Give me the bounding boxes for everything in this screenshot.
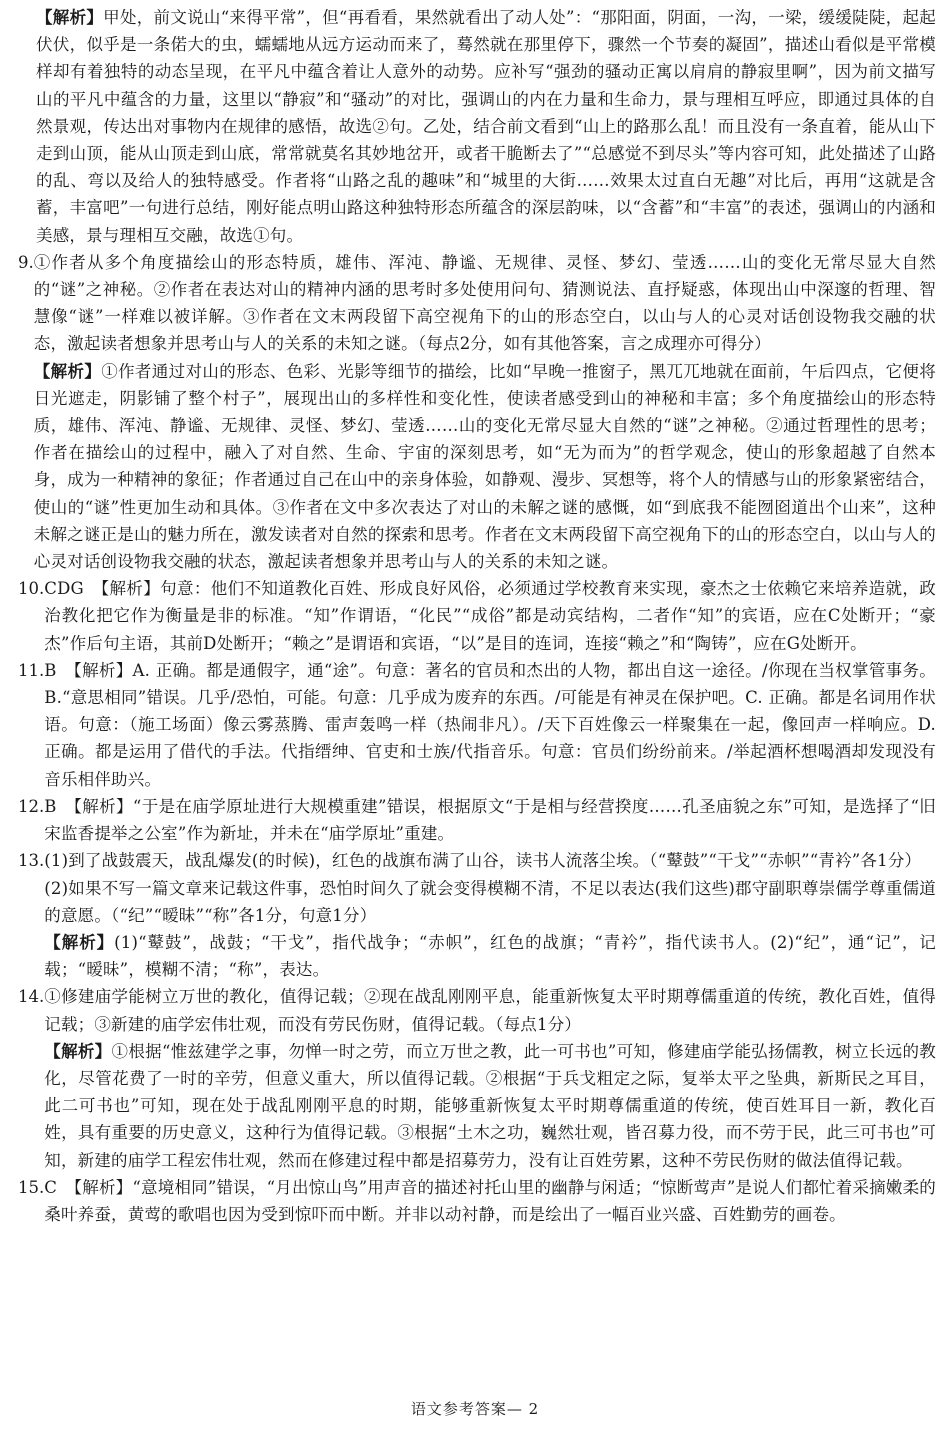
answer-item — [18, 249, 936, 575]
answer-item — [18, 1174, 936, 1228]
paragraph-text: (1)“鼙鼓”，战鼓；“干戈”，指代战争；“赤帜”，红色的战旗；“青衿”，指代读书人。(2)“纪”，通“记”，记载；“暧昧”，模糊不清；“称”，表达。 — [44, 932, 936, 980]
paragraph-text: C 【解析】“意境相同”错误，“月出惊山鸟”用声音的描述衬托山里的幽静与闲适；“惊断莺声”是说人们都忙着采摘嫩柔的桑叶养蚕，黄莺的歌唱也因为受到惊吓而中断。并非以动衬静，而是绘出了一幅百业兴盛、百姓勤劳的画卷。 — [44, 1177, 936, 1224]
question-number: 10. — [18, 579, 45, 599]
question-number: 9. — [18, 252, 34, 272]
analysis-paragraph — [44, 1038, 936, 1174]
paragraph-text: ①作者通过对山的形态、色彩、光影等细节的描绘，比如“早晚一推窗子，黑兀兀地就在面前，午后四点，它便将日光遮走，阴影铺了整个村子”，展现出山的多样性和变化性，使读者感受到山的神秘和丰富；多个角度描绘山的形态特质，雄伟、浑沌、静谧、无规律、灵怪、梦幻、莹透……山的变化无常尽显大自然的“谜”之神秘。②通过哲理性的思考；作者在描绘山的过程中，融入了对自然、生命、宇宙的深刻思考，如“无为而为”的哲学观念，使山的形象超越了自然本身，成为一种精神的象征；作者通过自己在山中的亲身体验，如静观、漫步、冥想等，将个人的情感与山的形象紧密结合，使山的“谜”性更加生动和具体。③作者在文中多次表达了对山的未解之谜的感慨，如“到底我不能囫囵道出个山来”，这种未解之谜正是山的魅力所在，激发读者对自然的探索和思考。作者在文末两段留下高空视角下的山的形态空白，以山与人的心灵对话创设物我交融的状态，激起读者想象并思考山与人的关系的未知之谜。 — [33, 361, 936, 572]
analysis-paragraph — [18, 4, 936, 249]
answer-paragraph — [44, 657, 936, 793]
answer-paragraph — [44, 983, 936, 1037]
analysis-tag: 【解析】 — [44, 932, 115, 952]
answer-paragraph — [34, 249, 936, 358]
answer-page — [18, 4, 936, 1228]
analysis-tag: 【解析】 — [36, 8, 104, 27]
paragraph-text: ①作者从多个角度描绘山的形态特质，雄伟、浑沌、静谧、无规律、灵怪、梦幻、莹透……山的变化无常尽显大自然的“谜”之神秘。②作者在表达对山的精神内涵的思考时多处使用问句、猜测说法、直抒疑惑，体现出山中深邃的哲理、智慧像“谜”一样难以被详解。③作者在文末两段留下高空视角下的山的形态空白，以山与人的心灵对话创设物我交融的状态，激起读者想象并思考山与人的关系的未知之谜。（每点2分，如有其他答案，言之成理亦可得分） — [33, 252, 936, 354]
paragraph-text: (1)到了战鼓震天，战乱爆发(的时候)，红色的战旗布满了山谷，读书人流落尘埃。（“鼙鼓”“干戈”“赤帜”“青衿”各1分） — [44, 851, 922, 871]
paragraph-text: ①根据“惟兹建学之事，勿惮一时之劳，而立万世之教，此一可书也”可知，修建庙学能弘扬儒教，树立长远的教化，尽管花费了一时的辛劳，但意义重大，所以值得记载。②根据“于兵戈粗定之际，复举太平之坠典，新斯民之耳目，此二可书也”可知，现在处于战乱刚刚平息的时期，能够重新恢复太平时期尊儒重道的传统，使百姓耳目一新，教化百姓，具有重要的历史意义，这种行为值得记载。③根据“土木之功，巍然壮观，皆召募力役，而不劳于民，此三可书也”可知，新建的庙学工程宏伟壮观，然而在修建过程中都是招募劳力，没有让百姓劳累，这种不劳民伤财的做法值得记载。 — [44, 1041, 936, 1170]
question-number: 11. — [18, 660, 45, 680]
paragraph-text: ①修建庙学能树立万世的教化，值得记载；②现在战乱刚刚平息，能重新恢复太平时期尊儒重道的传统，教化百姓，值得记载；③新建的庙学宏伟壮观，而没有劳民伤财，值得记载。（每点1分） — [44, 987, 936, 1034]
answer-paragraph — [44, 793, 936, 847]
question-number: 13. — [18, 851, 45, 871]
answer-item — [18, 793, 936, 847]
paragraph-text: 甲处，前文说山“来得平常”，但“再看看，果然就看出了动人处”：“那阳面，阴面，一沟，一梁，缓缓陡陡，起起伏伏，似乎是一条偌大的虫，蠕蠕地从远方运动而来了，蓦然就在那里停下，骤然一个节奏的凝固”，描述山看似是平常模样却有着独特的动态呈现，在平凡中蕴含着让人意外的动势。应补写“强劲的骚动正寓以肩肩的静寂里啊”，因为前文描写山的平凡中蕴含的力量，这里以“静寂”和“骚动”的对比，强调山的内在力量和生命力，景与理相互呼应，即通过具体的自然景观，传达出对事物内在规律的感悟，故选②句。乙处，结合前文看到“山上的路那么乱！而且没有一条直着，能从山下走到山顶，能从山顶走到山底，常常就莫名其妙地岔开，或者干脆断去了”“总感觉不到尽头”等内容可知，此处描述了山路的乱、弯以及给人的独特感受。作者将“山路之乱的趣味”和“城里的大街……效果太过直白无趣”对比后，再用“这就是含蓄，丰富吧”一句进行总结，刚好能点明山路这种独特形态所蕴含的深层韵味，以“含蓄”和“丰富”的表述，强调山的内涵和美感，景与理相互交融，故选①句。 — [36, 8, 936, 245]
question-number: 12. — [18, 796, 45, 816]
analysis-paragraph — [34, 358, 936, 576]
answer-paragraph — [44, 847, 936, 874]
question-number: 15. — [18, 1177, 45, 1197]
answer-paragraph — [44, 575, 936, 657]
analysis-paragraph — [44, 929, 936, 983]
paragraph-text: (2)如果不写一篇文章来记载这件事，恐怕时间久了就会变得模糊不清，不足以表达(我们这些)郡守副职尊崇儒学尊重儒道的意愿。（“纪”“暧昧”“称”各1分，句意1分） — [44, 878, 936, 925]
paragraph-text: B 【解析】A. 正确。都是通假字，通“途”。句意：著名的官员和杰出的人物，都出自这一途径。/你现在当权掌管事务。B.“意思相同”错误。几乎/恐怕，可能。句意：几乎成为废弃的东西。/可能是有神灵在保护吧。C. 正确。都是名词用作状语。句意：（施工场面）像云雾蒸腾、雷声轰鸣一样（热闹非凡）。/天下百姓像云一样聚集在一起，像回声一样响应。D. 正确。都是运用了借代的手法。代指缙绅、官吏和士族/代指音乐。句意：官员们纷纷前来。/举起酒杯想喝酒却发现没有音乐相伴助兴。 — [44, 660, 936, 789]
answer-item — [18, 847, 936, 983]
analysis-tag: 【解析】 — [44, 1041, 112, 1061]
answer-paragraph — [44, 1174, 936, 1228]
answer-item — [18, 983, 936, 1173]
paragraph-text: CDG 【解析】句意：他们不知道教化百姓、形成良好风俗，必须通过学校教育来实现，豪杰之士依赖它来培养造就，政治教化把它作为衡量是非的标准。“知”作谓语，“化民”“成俗”都是动宾结构，二者作“知”的宾语，应在C处断开；“豪杰”作后句主语，其前D处断开；“赖之”是谓语和宾语，“以”是目的连词，连接“赖之”和“陶铸”，应在G处断开。 — [44, 579, 936, 653]
page-footer: 语文参考答案— 2 — [410, 1400, 540, 1418]
answer-item — [18, 575, 936, 657]
question-number: 14. — [18, 987, 45, 1007]
paragraph-text: B 【解析】“于是在庙学原址进行大规模重建”错误，根据原文“于是相与经营揆度……孔圣庙貌之东”可知，是选择了“旧宋监香提举之公室”作为新址，并未在“庙学原址”重建。 — [44, 796, 936, 844]
answer-paragraph — [44, 875, 936, 929]
answer-item — [18, 657, 936, 793]
analysis-tag: 【解析】 — [33, 361, 102, 381]
